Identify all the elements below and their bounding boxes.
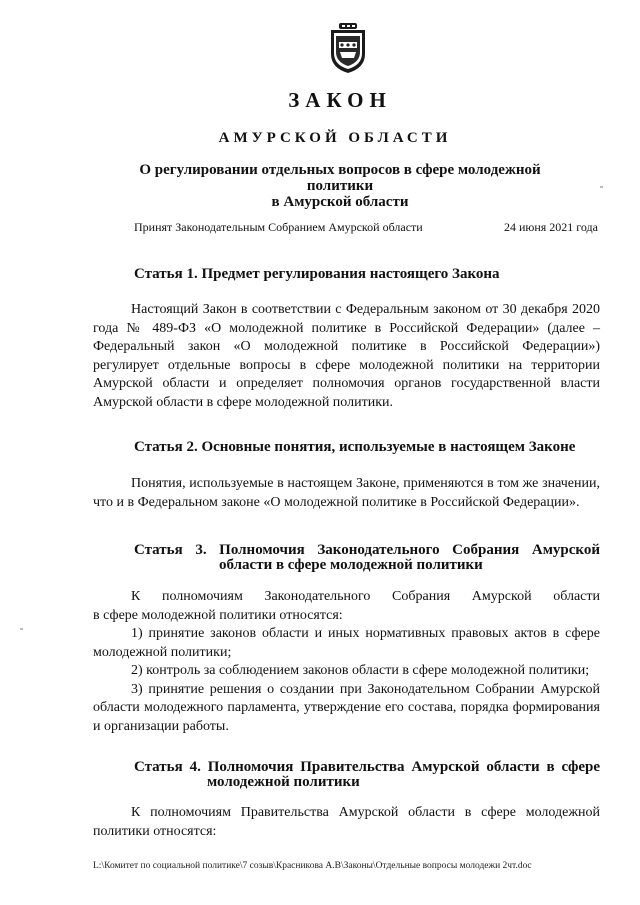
subtitle-line: О регулировании отдельных вопросов в сфере молодежной политики	[139, 162, 541, 194]
heading-line: Статья 4. Полномочия Правительства Амурской области в сфере	[134, 759, 600, 775]
scan-mark	[20, 628, 23, 630]
article-2-body	[93, 475, 600, 512]
adopted-by-text: Принят Законодательным Собранием Амурской области	[134, 220, 423, 234]
heading-line: молодежной политики	[207, 774, 360, 790]
article-3-heading	[134, 543, 600, 573]
region-name: АМУРСКОЙ ОБЛАСТИ	[218, 130, 452, 146]
list-item: 2) контроль за соблюдением законов области в сфере молодежной политики;	[131, 663, 590, 678]
document-title: ЗАКОН	[288, 88, 392, 112]
article-4-body	[93, 804, 600, 841]
paragraph: Понятия, используемые в настоящем Законе, применяются в том же значении, что и в Федеральном законе «О молодежной политике в Российской Федерации».	[93, 476, 600, 510]
paragraph: К полномочиям Правительства Амурской области в сфере молодежной политики относятся:	[93, 805, 600, 839]
adoption-info	[134, 220, 598, 235]
paragraph: Настоящий Закон в соответствии с Федеральным законом от 30 декабря 2020 года № 489-ФЗ «О молодежной политике в Российской Федерации» (далее – Федеральный закон «О молодежной политике в Российской Федерации») регулирует отдельные вопросы в сфере молодежной политики на территории Амурской области и определяет полномочия органов государственной власти Амурской области в сфере молодежной политики.	[93, 302, 600, 410]
list-item: 3) принятие решения о создании при Законодательном Собрании Амурской области молодежного парламента, утверждение его состава, порядка формирования и организации работы.	[93, 681, 600, 734]
list-item: 1) принятие законов области и иных нормативных правовых актов в сфере молодежной политики;	[93, 626, 600, 660]
article-3-body	[93, 588, 600, 736]
subtitle-line: в Амурской области	[271, 194, 409, 210]
scan-mark	[600, 186, 603, 188]
article-4-heading	[134, 760, 600, 790]
coat-of-arms-icon	[327, 22, 369, 74]
paragraph: в сфере молодежной политики относятся:	[93, 607, 343, 623]
article-2-heading: Статья 2. Основные понятия, используемые в настоящем Законе	[134, 439, 576, 455]
document-subtitle	[110, 162, 570, 210]
article-1-heading: Статья 1. Предмет регулирования настоящего Закона	[134, 266, 500, 282]
article-1-body	[93, 301, 600, 412]
heading-line: Статья 3. Полномочия Законодательного Собрания Амурской	[134, 542, 600, 558]
adoption-date: 24 июня 2021 года	[503, 220, 598, 234]
file-path-footer: L:\Комитет по социальной политике\7 созыв\Красникова А.В\Законы\Отдельные вопросы молодежи 2чт.doc	[93, 861, 532, 871]
paragraph: К полномочиям Законодательного Собрания Амурской области	[131, 589, 600, 604]
heading-line: области в сфере молодежной политики	[219, 557, 483, 573]
